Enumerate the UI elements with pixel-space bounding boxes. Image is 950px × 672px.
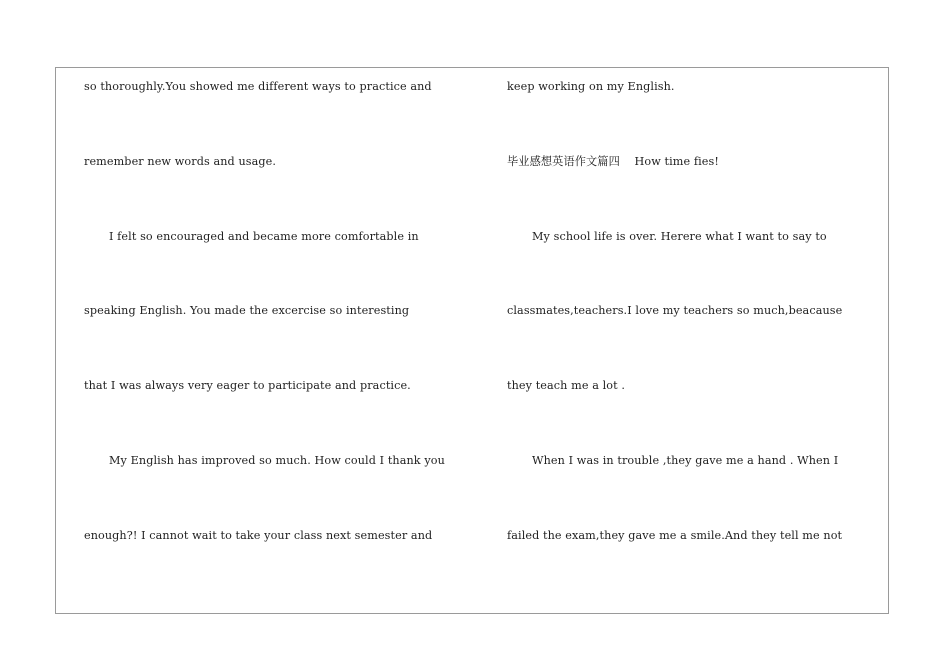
- right-line-7: failed the exam,they gave me a smile.And they tell me not: [507, 529, 843, 542]
- right-line-1: keep working on my English.: [507, 80, 675, 93]
- left-line-3: I felt so encouraged and became more comfortable in: [109, 230, 419, 243]
- right-line-4: classmates,teachers.I love my teachers so much,beacause: [507, 304, 843, 317]
- right-line-5: they teach me a lot .: [507, 379, 626, 392]
- left-line-4: speaking English. You made the excercise so interesting: [84, 304, 410, 317]
- left-line-7: enough?! I cannot wait to take your class next semester and: [84, 529, 433, 542]
- left-line-5: that I was always very eager to participate and practice.: [84, 379, 411, 392]
- left-line-2: remember new words and usage.: [84, 155, 277, 168]
- right-line-3: My school life is over. Herere what I want to say to: [532, 230, 827, 243]
- left-line-6: My English has improved so much. How could I thank you: [109, 454, 445, 467]
- right-line-6: When I was in trouble ,they gave me a hand . When I: [532, 454, 839, 467]
- left-line-1: so thoroughly.You showed me different ways to practice and: [84, 80, 432, 93]
- section-heading: 毕业感想英语作文篇四 How time fies!: [507, 155, 719, 168]
